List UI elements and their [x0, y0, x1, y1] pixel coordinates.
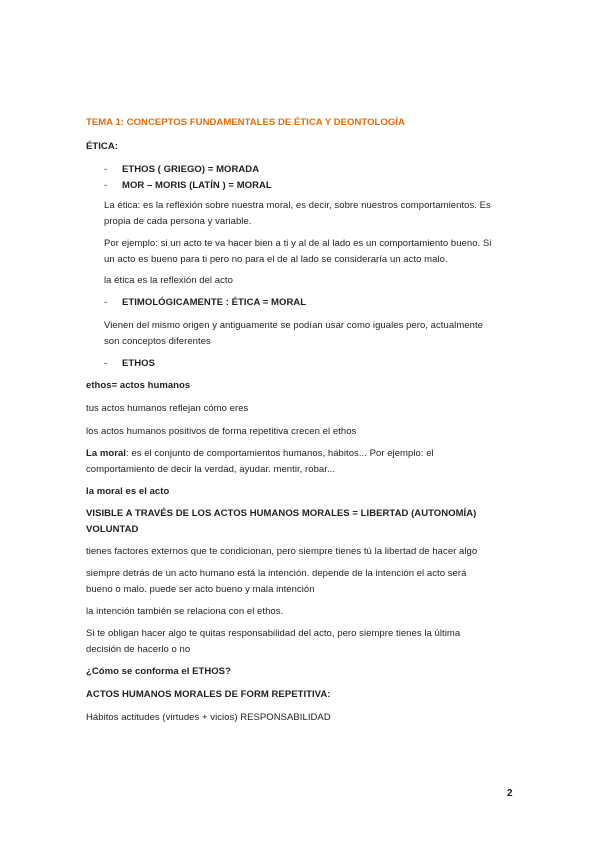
bullet-dash: - [104, 297, 108, 308]
ethos-definition: ethos= actos humanos [86, 380, 191, 391]
line-obligan-2: decisión de hacerlo o no [86, 644, 191, 655]
page-number: 2 [507, 788, 513, 799]
line-actos-reflejan: tus actos humanos reflejan cómo eres [86, 403, 249, 414]
bullet-mor-moris: MOR – MORIS (LATÍN ) = MORAL [122, 180, 272, 191]
bullet-dash: - [104, 180, 108, 191]
bullet-dash: - [104, 164, 108, 175]
moral-label: La moral [86, 448, 126, 459]
question-ethos: ¿Cómo se conforma el ETHOS? [86, 666, 231, 677]
moral-es-acto: la moral es el acto [86, 486, 170, 497]
line-intencion-1: siempre detrás de un acto humano está la intención. depende de la intención el acto será [86, 568, 467, 579]
bullet-ethos-griego: ETHOS ( GRIEGO) = MORADA [122, 164, 260, 175]
paragraph-origen-line-2: son conceptos diferentes [104, 336, 211, 347]
document-title: TEMA 1: CONCEPTOS FUNDAMENTALES DE ÉTICA Y DEONTOLOGÍA [86, 117, 405, 128]
bullet-dash: - [104, 358, 108, 369]
actos-repetitiva-heading: ACTOS HUMANOS MORALES DE FORM REPETITIVA: [86, 689, 331, 700]
moral-paragraph-line-1 [86, 448, 434, 460]
paragraph-ejemplo-line-2: un acto es bueno para ti pero no para el de al lado se consideraría un acto malo. [104, 254, 448, 265]
line-factores-externos: tienes factores externos que te condicionan, pero siempre tienes tú la libertad de hacer algo [86, 546, 478, 557]
visible-heading-line-2: VOLUNTAD [86, 524, 139, 535]
line-actos-positivos: los actos humanos positivos de forma repetitiva crecen el ethos [86, 426, 357, 437]
paragraph-etica-line-2: propia de cada persona y variable. [104, 216, 252, 227]
paragraph-reflexion: la ética es la reflexión del acto [104, 275, 233, 286]
paragraph-origen-line-1: Vienen del mismo origen y antiguamente se podían usar como iguales pero, actualmente [104, 320, 483, 331]
line-intencion-ethos: la intención también se relaciona con el ethos. [86, 606, 284, 617]
moral-paragraph-line-2: comportamiento de decir la verdad, ayudar. mentir, robar... [86, 464, 336, 475]
line-intencion-2: bueno o malo. puede ser acto bueno y mala intención [86, 584, 315, 595]
bullet-etimologicamente: ETIMOLÓGICAMENTE : ÉTICA = MORAL [122, 297, 307, 308]
paragraph-etica-line-1: La ética: es la reflexión sobre nuestra moral, es decir, sobre nuestros comportamientos. Es [104, 200, 491, 211]
section-heading-etica: ÉTICA: [86, 141, 118, 152]
visible-heading-line-1: VISIBLE A TRAVÉS DE LOS ACTOS HUMANOS MORALES = LIBERTAD (AUTONOMÍA) [86, 508, 477, 519]
bullet-ethos: ETHOS [122, 358, 155, 369]
paragraph-ejemplo-line-1: Por ejemplo: si un acto te va hacer bien a ti y al de al lado es un comportamiento bueno. Si [104, 238, 492, 249]
habitos-line: Hábitos actitudes (virtudes + vicios) RESPONSABILIDAD [86, 712, 331, 723]
line-obligan-1: Si te obligan hacer algo te quitas responsabilidad del acto, pero siempre tienes la última [86, 628, 461, 639]
moral-text: : es el conjunto de comportamientos humanos, hábitos... Por ejemplo: el [126, 448, 434, 459]
